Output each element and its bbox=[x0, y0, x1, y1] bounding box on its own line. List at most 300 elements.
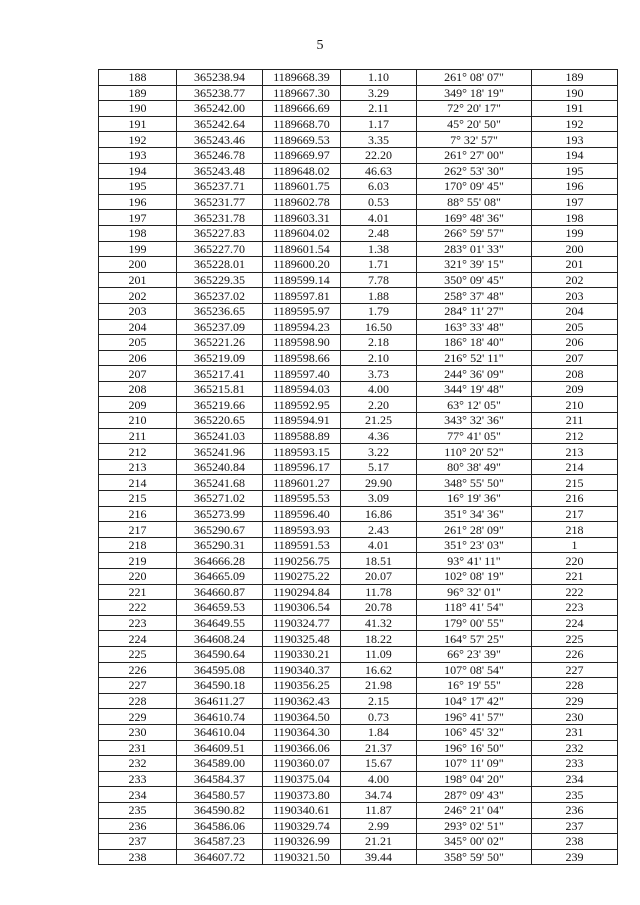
distance-cell: 41.32 bbox=[341, 615, 417, 631]
next-point-cell: 195 bbox=[532, 163, 618, 179]
y-coordinate-cell: 1189602.78 bbox=[263, 194, 341, 210]
point-number-cell: 195 bbox=[99, 179, 177, 195]
table-row bbox=[99, 444, 618, 460]
y-coordinate-cell: 1189601.75 bbox=[263, 179, 341, 195]
bearing-cell: 293° 02' 51" bbox=[417, 818, 532, 834]
distance-cell: 20.07 bbox=[341, 569, 417, 585]
point-number-cell: 191 bbox=[99, 116, 177, 132]
next-point-cell: 209 bbox=[532, 381, 618, 397]
y-coordinate-cell: 1190330.21 bbox=[263, 646, 341, 662]
y-coordinate-cell: 1190329.74 bbox=[263, 818, 341, 834]
x-coordinate-cell: 365227.83 bbox=[177, 225, 263, 241]
bearing-cell: 104° 17' 42" bbox=[417, 693, 532, 709]
table-row bbox=[99, 116, 618, 132]
point-number-cell: 208 bbox=[99, 381, 177, 397]
point-number-cell: 217 bbox=[99, 522, 177, 538]
bearing-cell: 198° 04' 20" bbox=[417, 771, 532, 787]
next-point-cell: 207 bbox=[532, 350, 618, 366]
point-number-cell: 190 bbox=[99, 101, 177, 117]
table-row bbox=[99, 569, 618, 585]
point-number-cell: 206 bbox=[99, 350, 177, 366]
table-row bbox=[99, 366, 618, 382]
x-coordinate-cell: 364586.06 bbox=[177, 818, 263, 834]
distance-cell: 2.43 bbox=[341, 522, 417, 538]
distance-cell: 1.88 bbox=[341, 288, 417, 304]
bearing-cell: 196° 41' 57" bbox=[417, 709, 532, 725]
next-point-cell: 223 bbox=[532, 600, 618, 616]
bearing-cell: 72° 20' 17" bbox=[417, 101, 532, 117]
y-coordinate-cell: 1189598.90 bbox=[263, 335, 341, 351]
table-row bbox=[99, 350, 618, 366]
bearing-cell: 80° 38' 49" bbox=[417, 459, 532, 475]
table-row bbox=[99, 428, 618, 444]
x-coordinate-cell: 365221.26 bbox=[177, 335, 263, 351]
bearing-cell: 351° 23' 03" bbox=[417, 537, 532, 553]
y-coordinate-cell: 1189588.89 bbox=[263, 428, 341, 444]
table-row bbox=[99, 210, 618, 226]
next-point-cell: 201 bbox=[532, 257, 618, 273]
distance-cell: 16.50 bbox=[341, 319, 417, 335]
x-coordinate-cell: 365241.96 bbox=[177, 444, 263, 460]
bearing-cell: 170° 09' 45" bbox=[417, 179, 532, 195]
y-coordinate-cell: 1189597.40 bbox=[263, 366, 341, 382]
table-row bbox=[99, 241, 618, 257]
x-coordinate-cell: 365242.64 bbox=[177, 116, 263, 132]
point-number-cell: 228 bbox=[99, 693, 177, 709]
distance-cell: 1.10 bbox=[341, 70, 417, 86]
distance-cell: 1.17 bbox=[341, 116, 417, 132]
next-point-cell: 232 bbox=[532, 740, 618, 756]
x-coordinate-cell: 365227.70 bbox=[177, 241, 263, 257]
distance-cell: 4.00 bbox=[341, 381, 417, 397]
x-coordinate-cell: 365229.35 bbox=[177, 272, 263, 288]
distance-cell: 11.09 bbox=[341, 646, 417, 662]
x-coordinate-cell: 365238.77 bbox=[177, 85, 263, 101]
distance-cell: 3.22 bbox=[341, 444, 417, 460]
point-number-cell: 238 bbox=[99, 849, 177, 865]
y-coordinate-cell: 1189595.97 bbox=[263, 303, 341, 319]
distance-cell: 4.01 bbox=[341, 210, 417, 226]
point-number-cell: 235 bbox=[99, 802, 177, 818]
x-coordinate-cell: 365228.01 bbox=[177, 257, 263, 273]
point-number-cell: 236 bbox=[99, 818, 177, 834]
bearing-cell: 169° 48' 36" bbox=[417, 210, 532, 226]
table-row bbox=[99, 693, 618, 709]
distance-cell: 3.09 bbox=[341, 491, 417, 507]
next-point-cell: 221 bbox=[532, 569, 618, 585]
x-coordinate-cell: 364666.28 bbox=[177, 553, 263, 569]
page-number: 5 bbox=[316, 38, 324, 53]
x-coordinate-cell: 365220.65 bbox=[177, 413, 263, 429]
next-point-cell: 233 bbox=[532, 756, 618, 772]
table-row bbox=[99, 771, 618, 787]
x-coordinate-cell: 364589.00 bbox=[177, 756, 263, 772]
point-number-cell: 229 bbox=[99, 709, 177, 725]
table-row bbox=[99, 537, 618, 553]
point-number-cell: 215 bbox=[99, 491, 177, 507]
bearing-cell: 163° 33' 48" bbox=[417, 319, 532, 335]
y-coordinate-cell: 1189666.69 bbox=[263, 101, 341, 117]
x-coordinate-cell: 365243.48 bbox=[177, 163, 263, 179]
next-point-cell: 237 bbox=[532, 818, 618, 834]
table-row bbox=[99, 70, 618, 86]
next-point-cell: 205 bbox=[532, 319, 618, 335]
distance-cell: 46.63 bbox=[341, 163, 417, 179]
bearing-cell: 343° 32' 36" bbox=[417, 413, 532, 429]
next-point-cell: 238 bbox=[532, 834, 618, 850]
x-coordinate-cell: 365231.77 bbox=[177, 194, 263, 210]
y-coordinate-cell: 1190256.75 bbox=[263, 553, 341, 569]
bearing-cell: 7° 32' 57" bbox=[417, 132, 532, 148]
distance-cell: 11.78 bbox=[341, 584, 417, 600]
table-body bbox=[99, 70, 618, 865]
distance-cell: 2.18 bbox=[341, 335, 417, 351]
next-point-cell: 192 bbox=[532, 116, 618, 132]
table-row bbox=[99, 101, 618, 117]
bearing-cell: 102° 08' 19" bbox=[417, 569, 532, 585]
table-row bbox=[99, 584, 618, 600]
distance-cell: 39.44 bbox=[341, 849, 417, 865]
table-row bbox=[99, 646, 618, 662]
table-row bbox=[99, 787, 618, 803]
x-coordinate-cell: 365246.78 bbox=[177, 147, 263, 163]
point-number-cell: 199 bbox=[99, 241, 177, 257]
x-coordinate-cell: 364665.09 bbox=[177, 569, 263, 585]
table-row bbox=[99, 740, 618, 756]
table-row bbox=[99, 194, 618, 210]
table-row bbox=[99, 85, 618, 101]
next-point-cell: 194 bbox=[532, 147, 618, 163]
point-number-cell: 188 bbox=[99, 70, 177, 86]
distance-cell: 16.62 bbox=[341, 662, 417, 678]
distance-cell: 0.53 bbox=[341, 194, 417, 210]
next-point-cell: 190 bbox=[532, 85, 618, 101]
bearing-cell: 110° 20' 52" bbox=[417, 444, 532, 460]
y-coordinate-cell: 1189598.66 bbox=[263, 350, 341, 366]
next-point-cell: 222 bbox=[532, 584, 618, 600]
point-number-cell: 192 bbox=[99, 132, 177, 148]
y-coordinate-cell: 1190375.04 bbox=[263, 771, 341, 787]
x-coordinate-cell: 364659.53 bbox=[177, 600, 263, 616]
distance-cell: 20.78 bbox=[341, 600, 417, 616]
table-row bbox=[99, 335, 618, 351]
table-row bbox=[99, 724, 618, 740]
x-coordinate-cell: 365237.02 bbox=[177, 288, 263, 304]
point-number-cell: 220 bbox=[99, 569, 177, 585]
distance-cell: 18.22 bbox=[341, 631, 417, 647]
y-coordinate-cell: 1190364.30 bbox=[263, 724, 341, 740]
y-coordinate-cell: 1189596.17 bbox=[263, 459, 341, 475]
table-row bbox=[99, 179, 618, 195]
bearing-cell: 349° 18' 19" bbox=[417, 85, 532, 101]
table-row bbox=[99, 709, 618, 725]
distance-cell: 1.79 bbox=[341, 303, 417, 319]
y-coordinate-cell: 1190340.61 bbox=[263, 802, 341, 818]
x-coordinate-cell: 365231.78 bbox=[177, 210, 263, 226]
x-coordinate-cell: 365215.81 bbox=[177, 381, 263, 397]
x-coordinate-cell: 364608.24 bbox=[177, 631, 263, 647]
next-point-cell: 220 bbox=[532, 553, 618, 569]
point-number-cell: 230 bbox=[99, 724, 177, 740]
table-row bbox=[99, 381, 618, 397]
distance-cell: 16.86 bbox=[341, 506, 417, 522]
point-number-cell: 197 bbox=[99, 210, 177, 226]
point-number-cell: 225 bbox=[99, 646, 177, 662]
y-coordinate-cell: 1190340.37 bbox=[263, 662, 341, 678]
distance-cell: 2.10 bbox=[341, 350, 417, 366]
bearing-cell: 179° 00' 55" bbox=[417, 615, 532, 631]
next-point-cell: 227 bbox=[532, 662, 618, 678]
point-number-cell: 210 bbox=[99, 413, 177, 429]
y-coordinate-cell: 1190362.43 bbox=[263, 693, 341, 709]
distance-cell: 0.73 bbox=[341, 709, 417, 725]
distance-cell: 2.11 bbox=[341, 101, 417, 117]
next-point-cell: 203 bbox=[532, 288, 618, 304]
y-coordinate-cell: 1189594.03 bbox=[263, 381, 341, 397]
next-point-cell: 213 bbox=[532, 444, 618, 460]
y-coordinate-cell: 1190324.77 bbox=[263, 615, 341, 631]
point-number-cell: 216 bbox=[99, 506, 177, 522]
point-number-cell: 231 bbox=[99, 740, 177, 756]
next-point-cell: 216 bbox=[532, 491, 618, 507]
distance-cell: 34.74 bbox=[341, 787, 417, 803]
bearing-cell: 164° 57' 25" bbox=[417, 631, 532, 647]
distance-cell: 1.84 bbox=[341, 724, 417, 740]
bearing-cell: 262° 53' 30" bbox=[417, 163, 532, 179]
y-coordinate-cell: 1190325.48 bbox=[263, 631, 341, 647]
x-coordinate-cell: 365237.71 bbox=[177, 179, 263, 195]
next-point-cell: 211 bbox=[532, 413, 618, 429]
y-coordinate-cell: 1190326.99 bbox=[263, 834, 341, 850]
x-coordinate-cell: 365242.00 bbox=[177, 101, 263, 117]
next-point-cell: 214 bbox=[532, 459, 618, 475]
table-row bbox=[99, 662, 618, 678]
table-row bbox=[99, 506, 618, 522]
next-point-cell: 230 bbox=[532, 709, 618, 725]
next-point-cell: 1 bbox=[532, 537, 618, 553]
table-row bbox=[99, 225, 618, 241]
bearing-cell: 358° 59' 50" bbox=[417, 849, 532, 865]
x-coordinate-cell: 365241.68 bbox=[177, 475, 263, 491]
bearing-cell: 348° 55' 50" bbox=[417, 475, 532, 491]
y-coordinate-cell: 1190373.80 bbox=[263, 787, 341, 803]
point-number-cell: 212 bbox=[99, 444, 177, 460]
bearing-cell: 63° 12' 05" bbox=[417, 397, 532, 413]
distance-cell: 18.51 bbox=[341, 553, 417, 569]
next-point-cell: 193 bbox=[532, 132, 618, 148]
y-coordinate-cell: 1189600.20 bbox=[263, 257, 341, 273]
next-point-cell: 208 bbox=[532, 366, 618, 382]
y-coordinate-cell: 1190360.07 bbox=[263, 756, 341, 772]
x-coordinate-cell: 364590.64 bbox=[177, 646, 263, 662]
point-number-cell: 224 bbox=[99, 631, 177, 647]
y-coordinate-cell: 1189591.53 bbox=[263, 537, 341, 553]
y-coordinate-cell: 1190366.06 bbox=[263, 740, 341, 756]
y-coordinate-cell: 1190275.22 bbox=[263, 569, 341, 585]
bearing-cell: 107° 11' 09" bbox=[417, 756, 532, 772]
x-coordinate-cell: 364595.08 bbox=[177, 662, 263, 678]
y-coordinate-cell: 1189594.91 bbox=[263, 413, 341, 429]
next-point-cell: 226 bbox=[532, 646, 618, 662]
y-coordinate-cell: 1190356.25 bbox=[263, 678, 341, 694]
x-coordinate-cell: 364611.27 bbox=[177, 693, 263, 709]
next-point-cell: 224 bbox=[532, 615, 618, 631]
distance-cell: 21.25 bbox=[341, 413, 417, 429]
next-point-cell: 218 bbox=[532, 522, 618, 538]
point-number-cell: 200 bbox=[99, 257, 177, 273]
bearing-cell: 284° 11' 27" bbox=[417, 303, 532, 319]
point-number-cell: 234 bbox=[99, 787, 177, 803]
next-point-cell: 197 bbox=[532, 194, 618, 210]
y-coordinate-cell: 1189604.02 bbox=[263, 225, 341, 241]
table-row bbox=[99, 257, 618, 273]
table-row bbox=[99, 147, 618, 163]
distance-cell: 15.67 bbox=[341, 756, 417, 772]
bearing-cell: 16° 19' 36" bbox=[417, 491, 532, 507]
y-coordinate-cell: 1189601.27 bbox=[263, 475, 341, 491]
table-row bbox=[99, 756, 618, 772]
x-coordinate-cell: 365219.66 bbox=[177, 397, 263, 413]
distance-cell: 2.20 bbox=[341, 397, 417, 413]
y-coordinate-cell: 1189668.39 bbox=[263, 70, 341, 86]
table-row bbox=[99, 303, 618, 319]
table-row bbox=[99, 319, 618, 335]
point-number-cell: 194 bbox=[99, 163, 177, 179]
distance-cell: 11.87 bbox=[341, 802, 417, 818]
next-point-cell: 206 bbox=[532, 335, 618, 351]
table-row bbox=[99, 615, 618, 631]
table-row bbox=[99, 475, 618, 491]
bearing-cell: 258° 37' 48" bbox=[417, 288, 532, 304]
next-point-cell: 212 bbox=[532, 428, 618, 444]
next-point-cell: 202 bbox=[532, 272, 618, 288]
table-row bbox=[99, 288, 618, 304]
next-point-cell: 217 bbox=[532, 506, 618, 522]
next-point-cell: 234 bbox=[532, 771, 618, 787]
y-coordinate-cell: 1189599.14 bbox=[263, 272, 341, 288]
x-coordinate-cell: 365217.41 bbox=[177, 366, 263, 382]
bearing-cell: 246° 21' 04" bbox=[417, 802, 532, 818]
next-point-cell: 191 bbox=[532, 101, 618, 117]
bearing-cell: 344° 19' 48" bbox=[417, 381, 532, 397]
distance-cell: 2.48 bbox=[341, 225, 417, 241]
distance-cell: 1.71 bbox=[341, 257, 417, 273]
next-point-cell: 235 bbox=[532, 787, 618, 803]
bearing-cell: 66° 23' 39" bbox=[417, 646, 532, 662]
table-row bbox=[99, 600, 618, 616]
bearing-cell: 88° 55' 08" bbox=[417, 194, 532, 210]
bearing-cell: 45° 20' 50" bbox=[417, 116, 532, 132]
x-coordinate-cell: 364587.23 bbox=[177, 834, 263, 850]
point-number-cell: 227 bbox=[99, 678, 177, 694]
point-number-cell: 196 bbox=[99, 194, 177, 210]
point-number-cell: 237 bbox=[99, 834, 177, 850]
x-coordinate-cell: 365290.67 bbox=[177, 522, 263, 538]
table-row bbox=[99, 491, 618, 507]
next-point-cell: 215 bbox=[532, 475, 618, 491]
distance-cell: 7.78 bbox=[341, 272, 417, 288]
point-number-cell: 201 bbox=[99, 272, 177, 288]
y-coordinate-cell: 1189595.53 bbox=[263, 491, 341, 507]
point-number-cell: 222 bbox=[99, 600, 177, 616]
y-coordinate-cell: 1189596.40 bbox=[263, 506, 341, 522]
bearing-cell: 261° 28' 09" bbox=[417, 522, 532, 538]
distance-cell: 3.35 bbox=[341, 132, 417, 148]
table-row bbox=[99, 459, 618, 475]
x-coordinate-cell: 364649.55 bbox=[177, 615, 263, 631]
distance-cell: 21.98 bbox=[341, 678, 417, 694]
bearing-cell: 351° 34' 36" bbox=[417, 506, 532, 522]
distance-cell: 1.38 bbox=[341, 241, 417, 257]
next-point-cell: 189 bbox=[532, 70, 618, 86]
x-coordinate-cell: 365236.65 bbox=[177, 303, 263, 319]
x-coordinate-cell: 365241.03 bbox=[177, 428, 263, 444]
y-coordinate-cell: 1189601.54 bbox=[263, 241, 341, 257]
distance-cell: 22.20 bbox=[341, 147, 417, 163]
bearing-cell: 345° 00' 02" bbox=[417, 834, 532, 850]
y-coordinate-cell: 1189594.23 bbox=[263, 319, 341, 335]
y-coordinate-cell: 1189592.95 bbox=[263, 397, 341, 413]
x-coordinate-cell: 364584.37 bbox=[177, 771, 263, 787]
table-row bbox=[99, 553, 618, 569]
point-number-cell: 219 bbox=[99, 553, 177, 569]
x-coordinate-cell: 364610.04 bbox=[177, 724, 263, 740]
x-coordinate-cell: 364609.51 bbox=[177, 740, 263, 756]
y-coordinate-cell: 1189603.31 bbox=[263, 210, 341, 226]
distance-cell: 3.29 bbox=[341, 85, 417, 101]
y-coordinate-cell: 1190294.84 bbox=[263, 584, 341, 600]
next-point-cell: 210 bbox=[532, 397, 618, 413]
coordinates-table bbox=[98, 69, 618, 865]
x-coordinate-cell: 364590.18 bbox=[177, 678, 263, 694]
table-row bbox=[99, 163, 618, 179]
x-coordinate-cell: 365273.99 bbox=[177, 506, 263, 522]
next-point-cell: 196 bbox=[532, 179, 618, 195]
distance-cell: 21.21 bbox=[341, 834, 417, 850]
x-coordinate-cell: 365238.94 bbox=[177, 70, 263, 86]
point-number-cell: 205 bbox=[99, 335, 177, 351]
x-coordinate-cell: 365290.31 bbox=[177, 537, 263, 553]
point-number-cell: 218 bbox=[99, 537, 177, 553]
next-point-cell: 239 bbox=[532, 849, 618, 865]
bearing-cell: 261° 08' 07" bbox=[417, 70, 532, 86]
y-coordinate-cell: 1189669.53 bbox=[263, 132, 341, 148]
y-coordinate-cell: 1189593.93 bbox=[263, 522, 341, 538]
point-number-cell: 209 bbox=[99, 397, 177, 413]
point-number-cell: 211 bbox=[99, 428, 177, 444]
x-coordinate-cell: 365271.02 bbox=[177, 491, 263, 507]
next-point-cell: 236 bbox=[532, 802, 618, 818]
x-coordinate-cell: 364660.87 bbox=[177, 584, 263, 600]
bearing-cell: 216° 52' 11" bbox=[417, 350, 532, 366]
distance-cell: 21.37 bbox=[341, 740, 417, 756]
x-coordinate-cell: 365240.84 bbox=[177, 459, 263, 475]
bearing-cell: 287° 09' 43" bbox=[417, 787, 532, 803]
table-row bbox=[99, 849, 618, 865]
next-point-cell: 199 bbox=[532, 225, 618, 241]
x-coordinate-cell: 365237.09 bbox=[177, 319, 263, 335]
distance-cell: 2.99 bbox=[341, 818, 417, 834]
bearing-cell: 261° 27' 00" bbox=[417, 147, 532, 163]
next-point-cell: 228 bbox=[532, 678, 618, 694]
y-coordinate-cell: 1189668.70 bbox=[263, 116, 341, 132]
point-number-cell: 233 bbox=[99, 771, 177, 787]
distance-cell: 4.01 bbox=[341, 537, 417, 553]
point-number-cell: 207 bbox=[99, 366, 177, 382]
point-number-cell: 193 bbox=[99, 147, 177, 163]
x-coordinate-cell: 364607.72 bbox=[177, 849, 263, 865]
x-coordinate-cell: 365243.46 bbox=[177, 132, 263, 148]
